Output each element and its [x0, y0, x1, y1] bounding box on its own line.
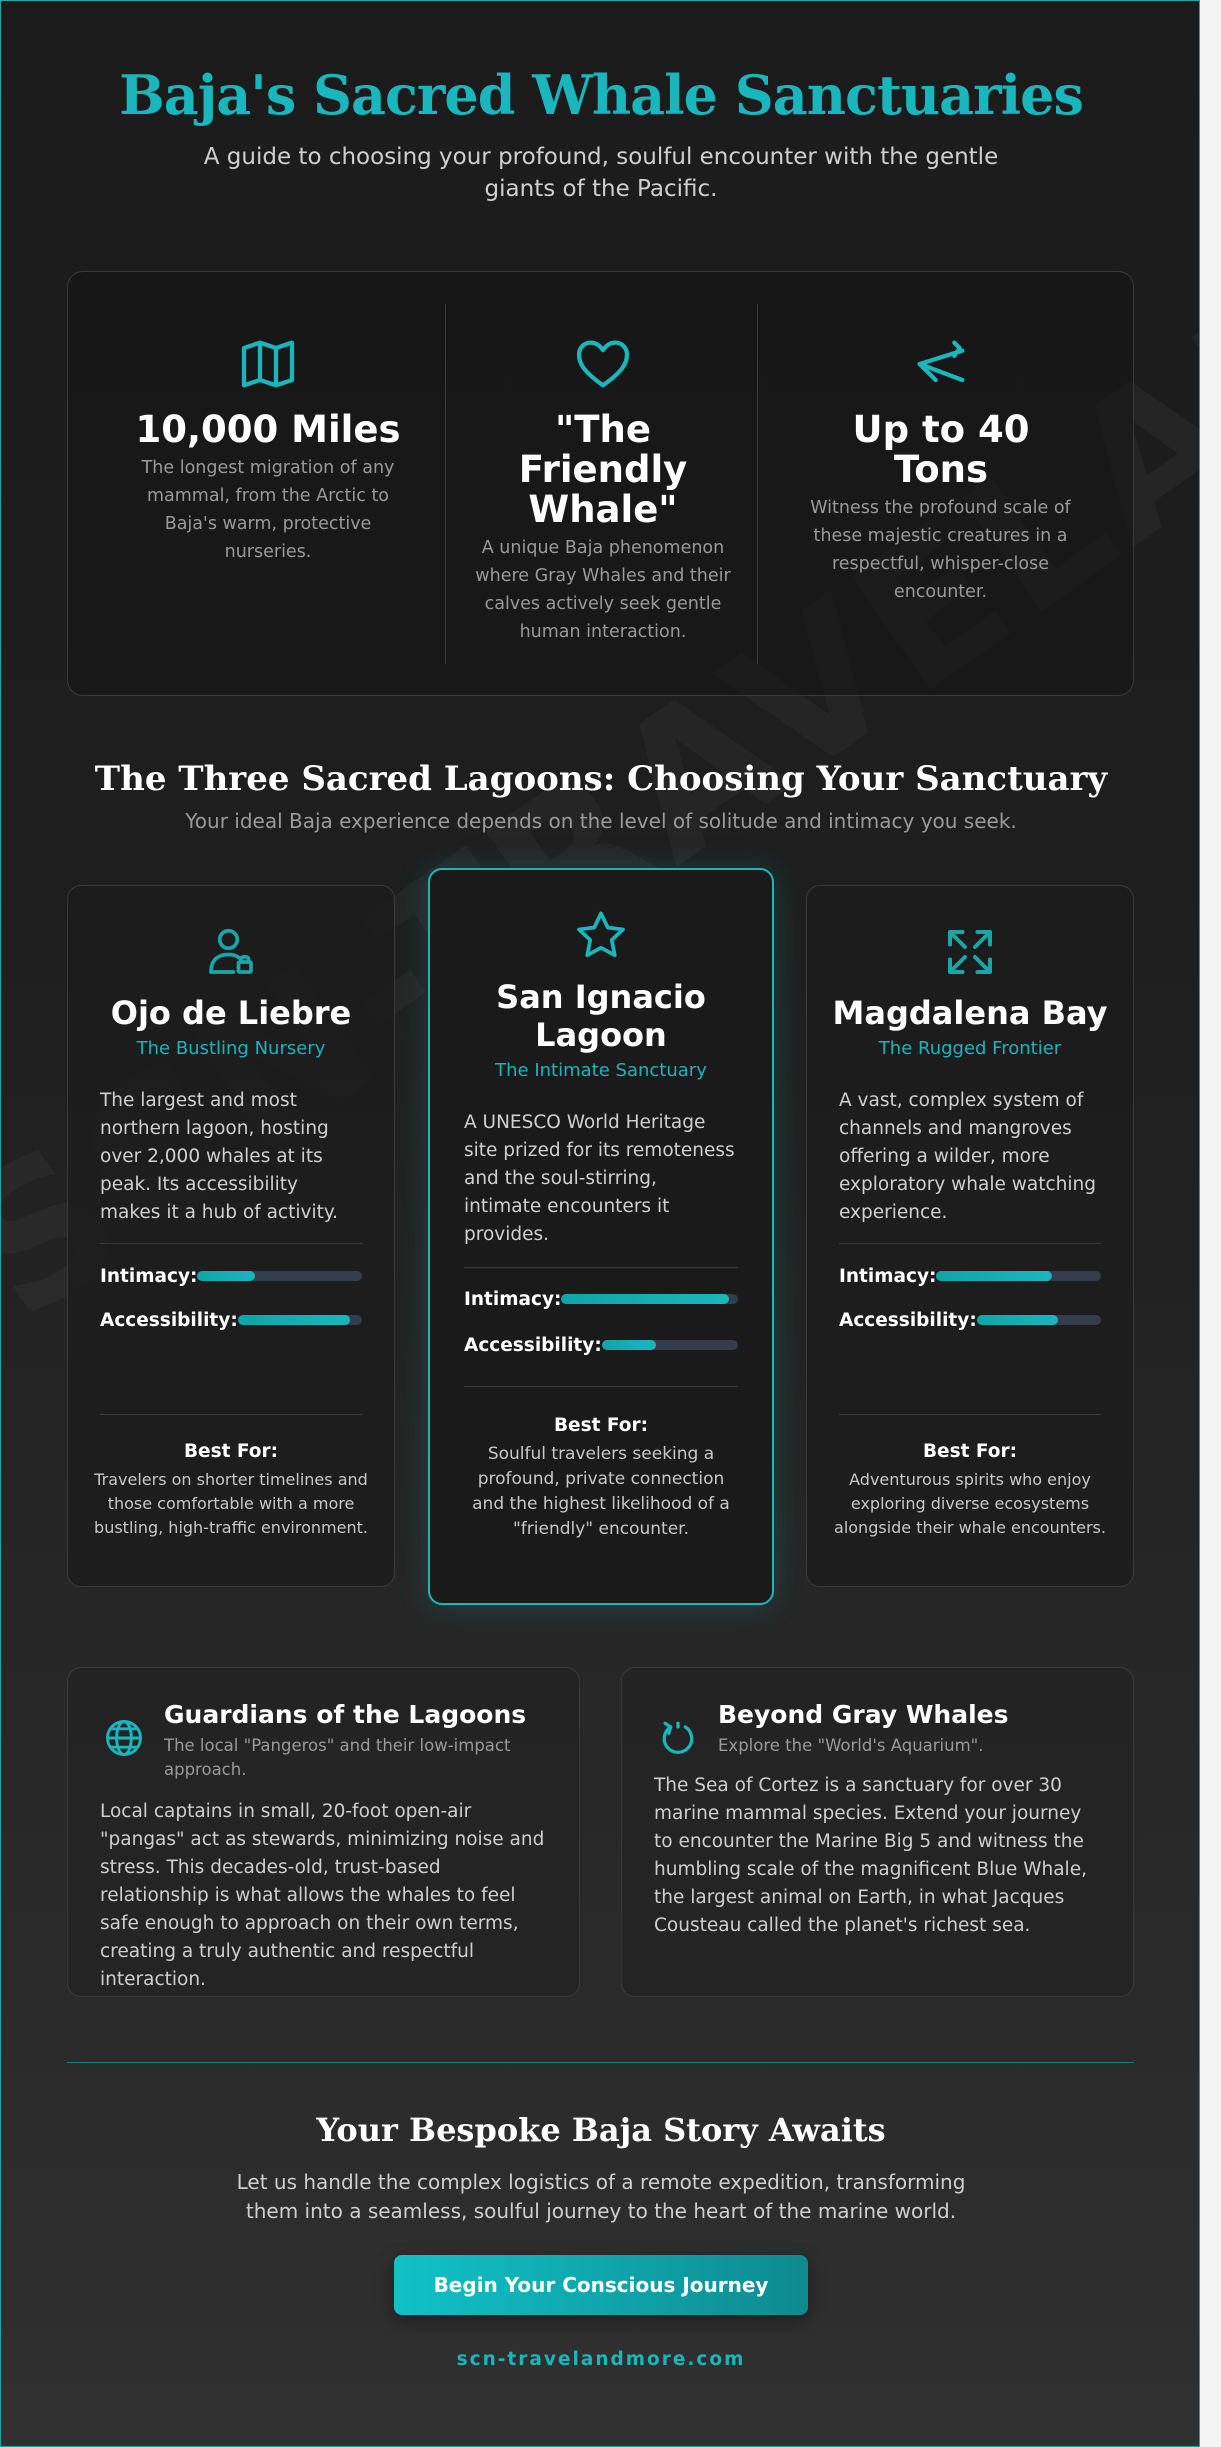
info-body: Local captains in small, 20-foot open-air "pangas" act as stewards, minimizing noise and stress. This decades-old, trust-based relationship is what allows the whales to feel safe enough to approach on their own terms, creating a truly authentic and respectful interaction.: [100, 1801, 545, 1990]
intimacy-label: Intimacy:: [464, 1288, 562, 1310]
accessibility-meter: [807, 1298, 1133, 1342]
intimacy-track: [197, 1271, 362, 1281]
stats-panel: [67, 271, 1134, 696]
scale-arrow-icon: [909, 332, 973, 396]
stat-text: A unique Baja phenomenon where Gray Whales and their calves actively seek gentle human interaction.: [475, 538, 731, 642]
accessibility-meter: [68, 1298, 394, 1342]
accessibility-meter: [430, 1322, 772, 1368]
stat-value: 10,000 Miles: [135, 408, 401, 451]
stat-size: [783, 302, 1098, 664]
intimacy-meter: [68, 1254, 394, 1298]
globe-icon: [102, 1716, 146, 1760]
best-for-heading: Best For:: [183, 1441, 279, 1462]
intimacy-label: Intimacy:: [839, 1265, 937, 1287]
footer-divider: [67, 2062, 1134, 2063]
info-card-beyond-gray-whales: [621, 1667, 1134, 1997]
accessibility-label: Accessibility:: [100, 1309, 238, 1331]
intimacy-fill: [936, 1271, 1051, 1281]
begin-journey-button[interactable]: Begin Your Conscious Journey: [394, 2255, 808, 2315]
info-title: Beyond Gray Whales: [718, 1700, 1009, 1729]
card-divider: [839, 1414, 1101, 1415]
site-link[interactable]: scn-travelandmore.com: [456, 2349, 746, 2370]
cta-title: Your Bespoke Baja Story Awaits: [316, 2111, 886, 2149]
accessibility-label: Accessibility:: [839, 1309, 977, 1331]
card-divider: [100, 1243, 362, 1244]
accessibility-track: [602, 1340, 738, 1350]
map-icon: [236, 332, 300, 396]
lagoon-tagline: The Rugged Frontier: [878, 1038, 1062, 1059]
card-divider: [464, 1267, 738, 1268]
lagoon-card-san-ignacio[interactable]: [428, 868, 774, 1605]
intimacy-label: Intimacy:: [100, 1265, 198, 1287]
accessibility-fill: [977, 1315, 1058, 1325]
best-for-text: Travelers on shorter timelines and those comfortable with a more bustling, high-traffic environment.: [94, 1470, 368, 1537]
card-divider: [100, 1414, 362, 1415]
person-icon: [201, 922, 261, 982]
stat-friendly: [458, 302, 748, 664]
info-title: Guardians of the Lagoons: [164, 1700, 527, 1729]
intimacy-track: [561, 1294, 738, 1304]
stat-text: Witness the profound scale of these majestic creatures in a respectful, whisper-close encounter.: [810, 498, 1071, 602]
page-subtitle: A guide to choosing your profound, soulful encounter with the gentle giants of the Pacific.: [203, 144, 999, 202]
star-icon: [571, 906, 631, 966]
section-title: The Three Sacred Lagoons: Choosing Your Sanctuary: [94, 759, 1108, 799]
info-subtitle: The local "Pangeros" and their low-impact approach.: [164, 1736, 511, 1779]
cta-subtitle: Let us handle the complex logistics of a remote expedition, transforming them into a seamless, soulful journey to the heart of the marine world.: [236, 2170, 966, 2223]
intimacy-fill: [561, 1294, 729, 1304]
intimacy-track: [936, 1271, 1101, 1281]
card-divider: [464, 1386, 738, 1387]
info-subtitle: Explore the "World's Aquarium".: [718, 1736, 984, 1755]
lagoon-name: Magdalena Bay: [832, 994, 1108, 1032]
intimacy-meter: [430, 1276, 772, 1322]
stat-value: Up to 40 Tons: [852, 408, 1030, 491]
page-title: Baja's Sacred Whale Sanctuaries: [119, 63, 1083, 127]
accessibility-fill: [602, 1340, 657, 1350]
lagoon-description: A UNESCO World Heritage site prized for its remoteness and the soul-stirring, intimate encounters it provides.: [464, 1112, 735, 1245]
lagoon-name: San Ignacio Lagoon: [496, 978, 706, 1054]
best-for-heading: Best For:: [553, 1415, 649, 1436]
best-for-text: Adventurous spirits who enjoy exploring diverse ecosystems alongside their whale encounters.: [834, 1470, 1106, 1537]
accessibility-fill: [238, 1315, 350, 1325]
intimacy-meter: [807, 1254, 1133, 1298]
best-for-text: Soulful travelers seeking a profound, private connection and the highest likelihood of a "friendly" encounter.: [472, 1444, 730, 1539]
lagoon-tagline: The Intimate Sanctuary: [495, 1060, 707, 1081]
lagoon-card-ojo-de-liebre[interactable]: [67, 885, 395, 1587]
lagoon-card-magdalena-bay[interactable]: [806, 885, 1134, 1587]
lagoon-name: Ojo de Liebre: [110, 994, 352, 1032]
refresh-icon: [656, 1716, 700, 1760]
stat-text: The longest migration of any mammal, from the Arctic to Baja's warm, protective nurseries.: [141, 458, 395, 562]
info-card-guardians: [67, 1667, 580, 1997]
section-subtitle: Your ideal Baja experience depends on the level of solitude and intimacy you seek.: [185, 809, 1017, 833]
info-body: The Sea of Cortez is a sanctuary for over 30 marine mammal species. Extend your journey to encounter the Marine Big 5 and witness the humbling scale of the magnificent Blue Whale, the largest animal on Earth, in what Jacques Cousteau called the planet's richest sea.: [654, 1775, 1087, 1936]
expand-icon: [940, 922, 1000, 982]
accessibility-track: [238, 1315, 362, 1325]
accessibility-label: Accessibility:: [464, 1334, 602, 1356]
stat-divider: [757, 304, 758, 664]
best-for-heading: Best For:: [922, 1441, 1018, 1462]
lagoon-tagline: The Bustling Nursery: [136, 1038, 326, 1059]
card-divider: [839, 1243, 1101, 1244]
stat-migration: [108, 302, 428, 664]
lagoon-description: The largest and most northern lagoon, hosting over 2,000 whales at its peak. Its accessibility makes it a hub of activity.: [100, 1090, 339, 1223]
heart-icon: [571, 332, 635, 396]
lagoon-description: A vast, complex system of channels and mangroves offering a wilder, more exploratory whale watching experience.: [839, 1090, 1096, 1223]
stat-value: "The Friendly Whale": [518, 408, 688, 531]
intimacy-fill: [197, 1271, 255, 1281]
stat-divider: [445, 304, 446, 664]
accessibility-track: [977, 1315, 1101, 1325]
